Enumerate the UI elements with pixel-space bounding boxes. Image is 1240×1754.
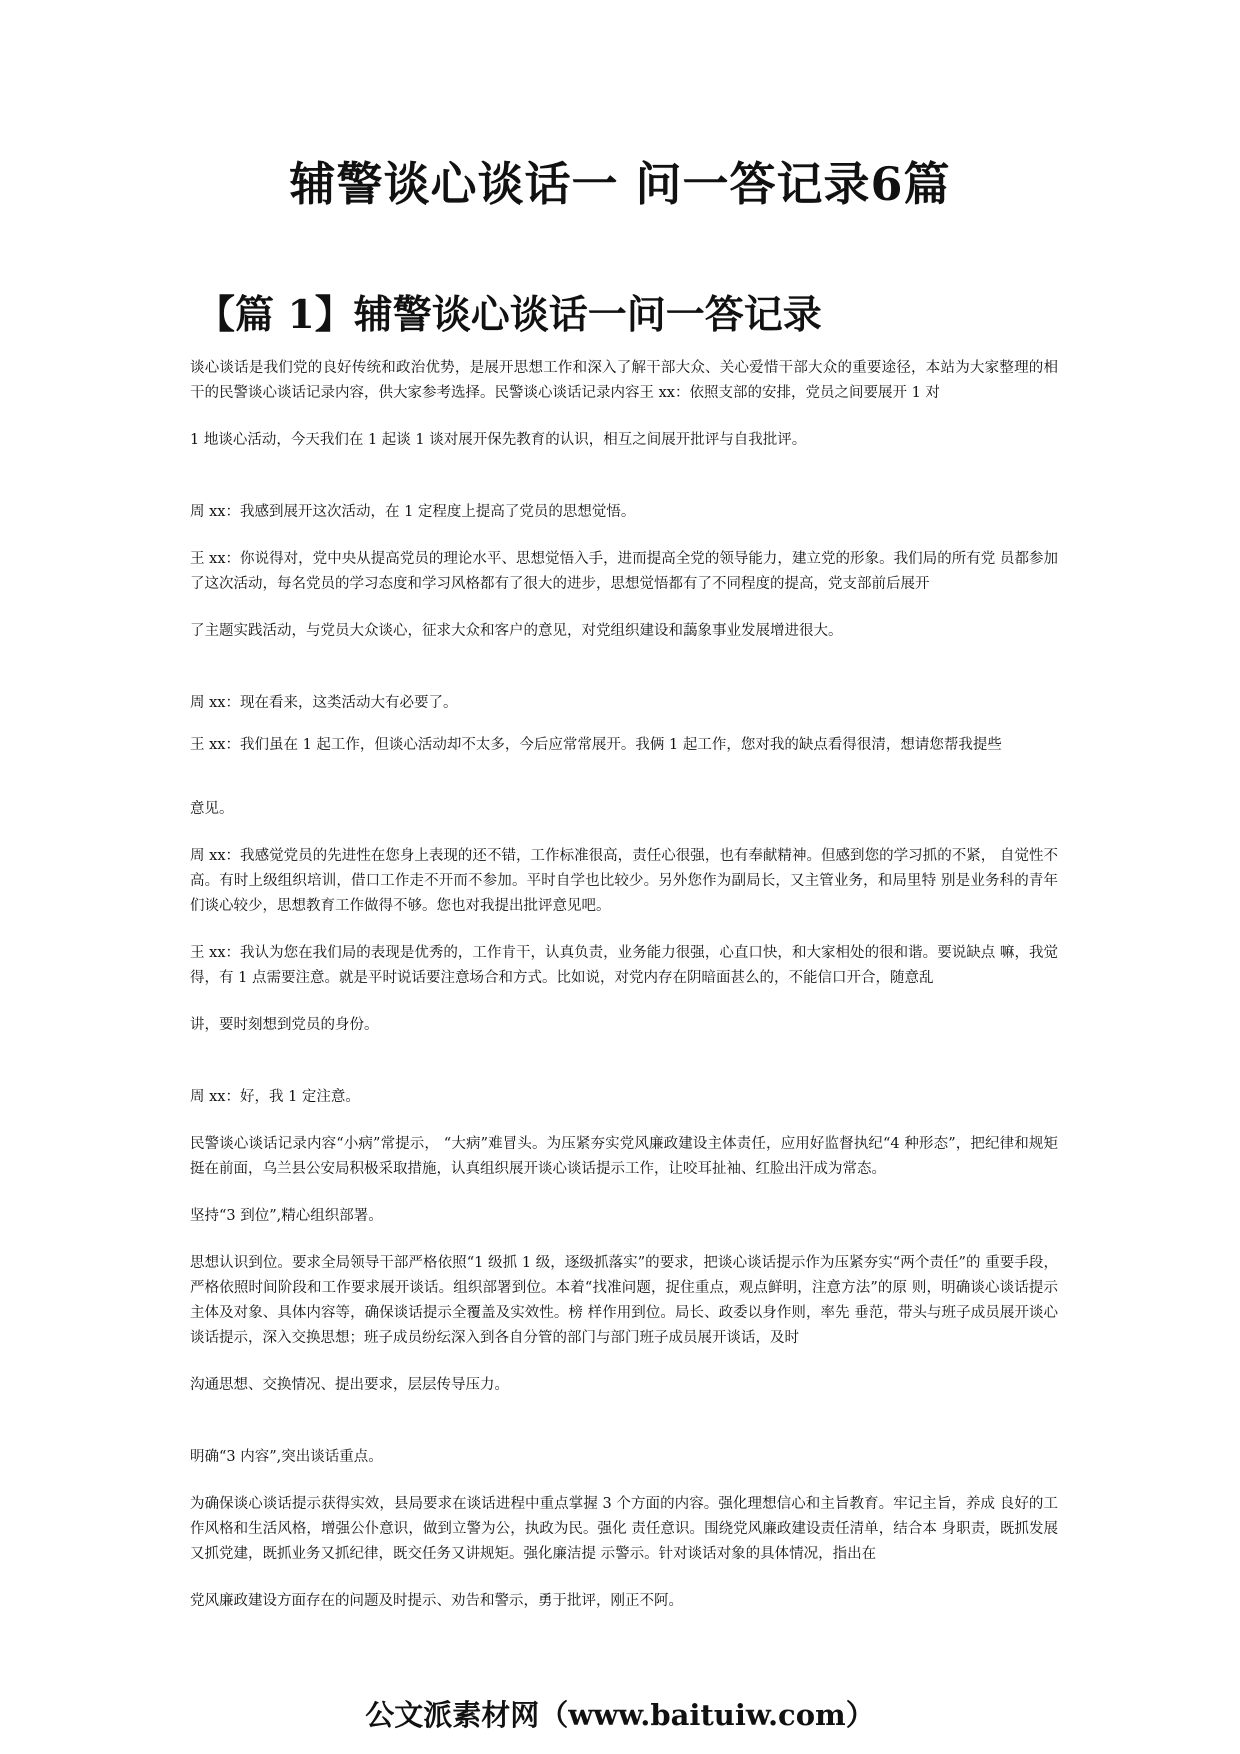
paragraph: 1 地谈心活动，今天我们在 1 起谈 1 谈对展开保先教育的认识，相互之间展开批评与自我批评。 <box>190 432 807 448</box>
section-title: 【篇 1】辅警谈心谈话一问一答记录 <box>196 292 822 338</box>
document-body <box>190 356 1058 1614</box>
paragraph: 民警谈心谈话记录内容“小病”常提示， “大病”难冒头。为压紧夯实党风廉政建设主体责任，应用好监督执纪“4 种形态”，把纪律和规矩挺在前面，乌兰县公安局积极采取措施，认真组织展开谈心谈话提示工作，让咬耳扯袖、红脸出汗成为常态。 <box>190 1136 1058 1177</box>
paragraph: 周 xx：我感到展开这次活动，在 1 定程度上提高了党员的思想觉悟。 <box>190 504 636 520</box>
paragraph: 明确“3 内容”,突出谈话重点。 <box>190 1449 383 1465</box>
paragraph: 了主题实践活动，与党员大众谈心，征求大众和客户的意见，对党组织建设和藹象事业发展增进很大。 <box>190 623 843 639</box>
paragraph: 坚持“3 到位”,精心组织部署。 <box>190 1208 383 1224</box>
paragraph: 讲，要时刻想到党员的身份。 <box>190 1017 379 1033</box>
footer-watermark: 公文派素材网（www.baituiw.com） <box>365 1698 875 1732</box>
paragraph: 党风廉政建设方面存在的问题及时提示、劝告和警示，勇于批评，刚正不阿。 <box>190 1593 683 1609</box>
paragraph-intro: 谈心谈话是我们党的良好传统和政治优势，是展开思想工作和深入了解干部大众、关心爱惜干部大众的重要途径，本站为大家整理的相干的民警谈心谈话记录内容，供大家参考选择。民警谈心谈话记录内容王 xx：依照支部的安排，党员之间要展开 1 对 <box>190 360 1058 401</box>
paragraph: 王 xx：你说得对，党中央从提高党员的理论水平、思想觉悟入手，进而提高全党的领导能力，建立党的形象。我们局的所有党 员都参加了这次活动，每名党员的学习态度和学习风格都有了很大的进步，思想觉悟都有了不同程度的提高，党支部前后展开 <box>190 551 1058 592</box>
paragraph: 周 xx：现在看来，这类活动大有必要了。 <box>190 695 458 711</box>
paragraph: 周 xx：我感觉党员的先进性在您身上表现的还不错，工作标准很高，责任心很强，也有奉献精神。但感到您的学习抓的不紧， 自觉性不高。有时上级组织培训，借口工作走不开而不参加。平时自学也比较少。另外您作为副局长，又主管业务，和局里特 别是业务科的青年们谈心较少，思想教育工作做得不够。您也对我提出批评意见吧。 <box>190 848 1058 914</box>
document-title: 辅警谈心谈话一 问一答记录6篇 <box>289 157 951 211</box>
paragraph: 为确保谈心谈话提示获得实效，县局要求在谈话进程中重点掌握 3 个方面的内容。强化理想信心和主旨教育。牢记主旨，养成 良好的工作风格和生活风格，增强公仆意识，做到立警为公，执政为民。强化 责任意识。围绕党风廉政建设责任清单，结合本 身职责，既抓发展又抓党建，既抓业务又抓纪律，既交任务又讲规矩。强化廉洁提 示警示。针对谈话对象的具体情况，指出在 <box>190 1496 1058 1562</box>
paragraph: 思想认识到位。要求全局领导干部严格依照“1 级抓 1 级，逐级抓落实”的要求，把谈心谈话提示作为压紧夯实“两个责任”的 重要手段，严格依照时间阶段和工作要求展开谈话。组织部署到位。本着“找准问题，捉住重点，观点鲜明，注意方法”的原 则，明确谈心谈话提示主体及对象、具体内容等，确保谈话提示全覆盖及实效性。榜 样作用到位。局长、政委以身作则，率先 垂范，带头与班子成员展开谈心谈话提示，深入交换思想；班子成员纷纭深入到各自分管的部门与部门班子成员展开谈话，及时 <box>190 1255 1058 1346</box>
paragraph: 沟通思想、交换情况、提出要求，层层传导压力。 <box>190 1377 509 1393</box>
paragraph: 王 xx：我认为您在我们局的表现是优秀的，工作肯干，认真负责，业务能力很强，心直口快，和大家相处的很和谐。要说缺点 嘛，我觉得，有 1 点需要注意。就是平时说话要注意场合和方式。比如说，对党内存在阴暗面甚么的，不能信口开合，随意乱 <box>190 945 1058 986</box>
paragraph: 意见。 <box>190 801 234 817</box>
paragraph: 王 xx：我们虽在 1 起工作，但谈心活动却不太多，今后应常常展开。我俩 1 起工作，您对我的缺点看得很清，想请您帮我提些 <box>190 737 1002 753</box>
paragraph: 周 xx：好，我 1 定注意。 <box>190 1089 360 1105</box>
